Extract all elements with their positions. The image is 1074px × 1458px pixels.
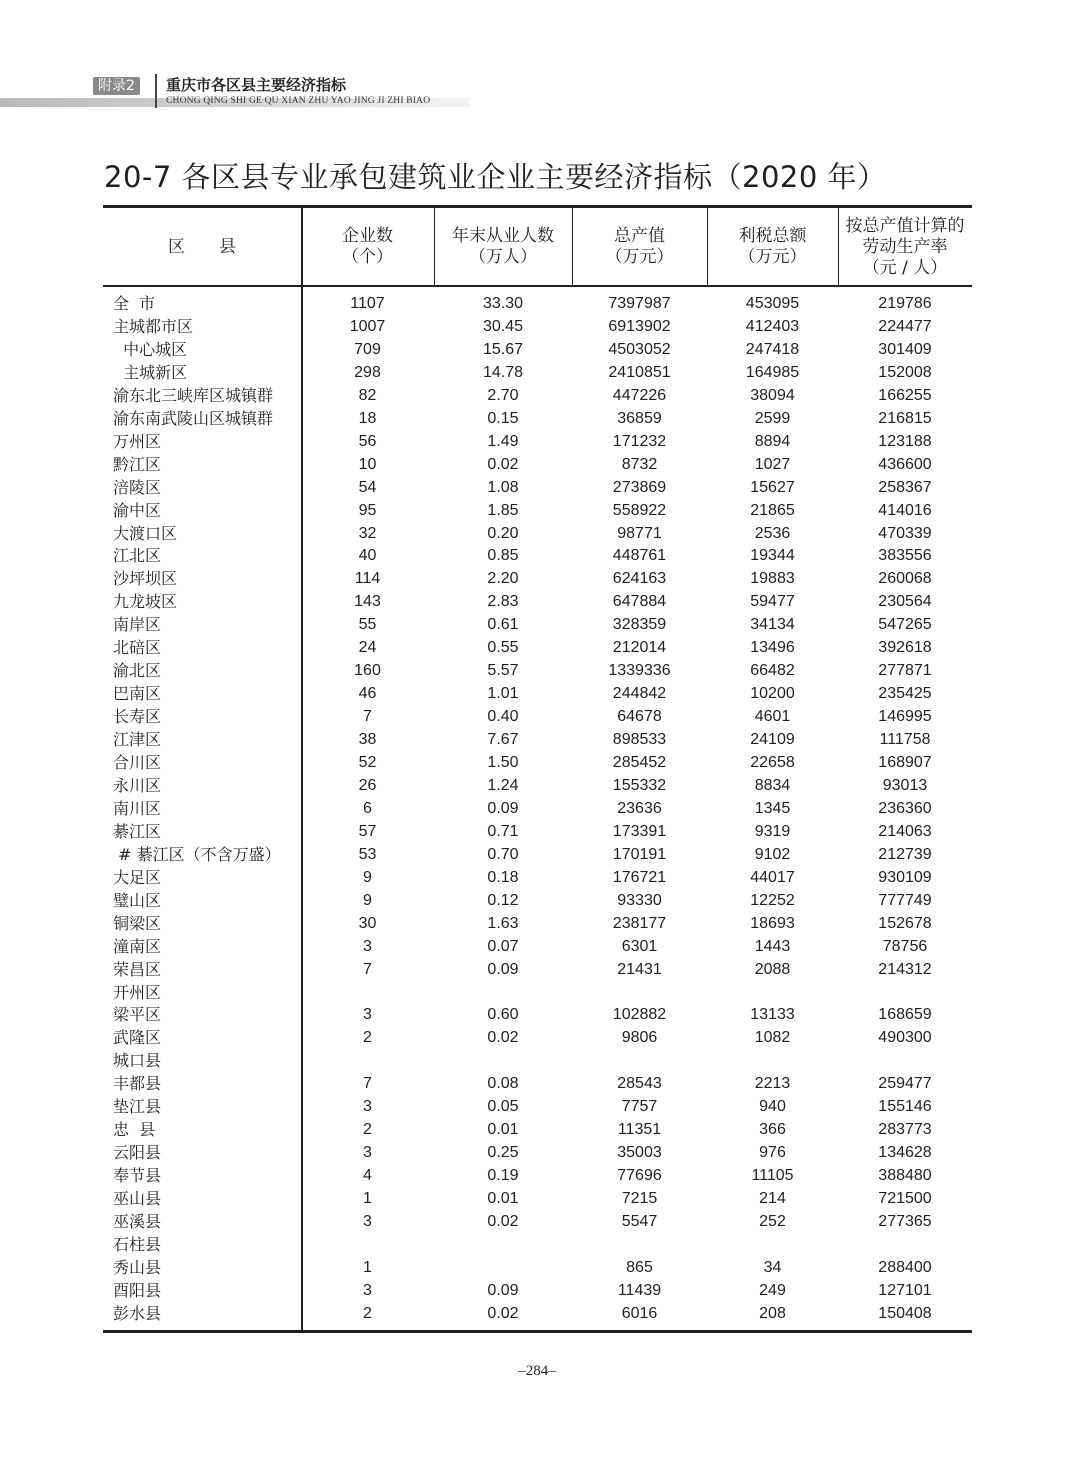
cell-output: 173391 xyxy=(612,823,667,840)
cell-enterprises: 57 xyxy=(358,823,377,840)
cell-enterprises: 1 xyxy=(363,1190,372,1207)
row-name: 石柱县 xyxy=(113,1235,162,1254)
cell-output: 176721 xyxy=(612,869,667,886)
cell-productivity: 547265 xyxy=(878,616,932,633)
cell-employees: 0.70 xyxy=(487,846,519,863)
cell-enterprises: 56 xyxy=(358,433,377,450)
cell-employees: 0.18 xyxy=(487,869,519,886)
cell-profit-tax: 214 xyxy=(759,1190,786,1207)
column-header-line: 利税总额 xyxy=(738,226,807,246)
cell-employees: 14.78 xyxy=(482,364,524,381)
cell-profit-tax: 59477 xyxy=(750,593,795,610)
cell-enterprises: 53 xyxy=(358,846,377,863)
cell-output: 4503052 xyxy=(608,341,671,358)
cell-profit-tax: 9102 xyxy=(754,846,791,863)
cell-enterprises: 160 xyxy=(354,662,381,679)
column-header xyxy=(434,208,572,286)
column-header-line: 企业数 xyxy=(342,226,393,246)
cell-employees: 0.09 xyxy=(487,1282,519,1299)
cell-employees: 1.01 xyxy=(487,685,519,702)
row-name: 荣昌区 xyxy=(113,960,162,979)
cell-enterprises: 2 xyxy=(363,1305,372,1322)
row-name: 开州区 xyxy=(113,983,162,1002)
cell-output: 155332 xyxy=(612,777,667,794)
cell-output: 212014 xyxy=(612,639,667,656)
cell-profit-tax: 34 xyxy=(763,1259,782,1276)
cell-employees xyxy=(434,981,572,1004)
cell-profit-tax: 1443 xyxy=(754,938,791,955)
column-header-line: 劳动生产率 xyxy=(862,236,948,257)
cell-enterprises: 114 xyxy=(354,570,381,587)
cell-employees: 15.67 xyxy=(482,341,524,358)
cell-profit-tax xyxy=(707,981,838,1004)
cell-productivity: 146995 xyxy=(878,708,932,725)
cell-output: 7757 xyxy=(621,1098,658,1115)
row-name: 黔江区 xyxy=(113,455,162,474)
row-name: 涪陵区 xyxy=(113,478,162,497)
cell-profit-tax: 249 xyxy=(759,1282,786,1299)
row-name: 全 市 xyxy=(113,294,156,313)
cell-profit-tax: 44017 xyxy=(750,869,795,886)
cell-profit-tax xyxy=(707,1049,838,1072)
cell-profit-tax: 22658 xyxy=(750,754,795,771)
cell-enterprises: 298 xyxy=(354,364,381,381)
row-name: 中心城区 xyxy=(113,340,188,359)
cell-enterprises: 1107 xyxy=(350,295,385,312)
cell-output: 558922 xyxy=(612,502,667,519)
row-name: 彭水县 xyxy=(113,1304,162,1323)
cell-enterprises xyxy=(301,981,434,1004)
cell-output: 447226 xyxy=(612,387,667,404)
row-name: 垫江县 xyxy=(113,1097,162,1116)
cell-enterprises: 54 xyxy=(358,479,377,496)
cell-profit-tax: 453095 xyxy=(745,295,800,312)
cell-profit-tax: 412403 xyxy=(745,318,800,335)
column-header-line: （元 / 人） xyxy=(862,257,948,278)
row-name: 巫山县 xyxy=(113,1189,162,1208)
cell-enterprises: 7 xyxy=(363,961,372,978)
cell-employees: 0.71 xyxy=(487,823,519,840)
cell-profit-tax: 34134 xyxy=(750,616,795,633)
column-header-line: （万人） xyxy=(469,247,537,267)
row-name: 九龙坡区 xyxy=(113,592,178,611)
cell-productivity xyxy=(838,981,972,1004)
cell-employees: 2.83 xyxy=(487,593,519,610)
row-name: 永川区 xyxy=(113,776,162,795)
row-name: 铜梁区 xyxy=(113,914,162,933)
cell-productivity: 388480 xyxy=(878,1167,932,1184)
cell-employees: 0.15 xyxy=(487,410,519,427)
cell-productivity: 392618 xyxy=(878,639,932,656)
cell-output xyxy=(572,981,707,1004)
cell-productivity: 155146 xyxy=(878,1098,932,1115)
cell-productivity: 127101 xyxy=(878,1282,932,1299)
cell-enterprises xyxy=(301,1049,434,1072)
cell-productivity: 235425 xyxy=(878,685,932,702)
cell-output: 171232 xyxy=(612,433,667,450)
cell-employees: 0.08 xyxy=(487,1075,519,1092)
page-number: –284– xyxy=(518,1363,556,1379)
cell-output: 273869 xyxy=(612,479,667,496)
cell-output: 77696 xyxy=(617,1167,662,1184)
cell-productivity: 152678 xyxy=(878,915,932,932)
cell-employees: 1.50 xyxy=(487,754,519,771)
row-name: 长寿区 xyxy=(113,707,162,726)
cell-profit-tax: 19344 xyxy=(750,547,795,564)
cell-productivity: 214312 xyxy=(878,961,932,978)
row-name: 北碚区 xyxy=(113,638,162,657)
cell-productivity: 721500 xyxy=(878,1190,932,1207)
cell-productivity: 277871 xyxy=(878,662,932,679)
cell-employees: 0.02 xyxy=(487,456,519,473)
cell-output: 5547 xyxy=(621,1213,658,1230)
cell-profit-tax: 11105 xyxy=(751,1167,794,1184)
cell-employees xyxy=(434,1049,572,1072)
appendix-label: 附录2 xyxy=(93,77,140,95)
cell-output: 448761 xyxy=(612,547,667,564)
cell-employees: 0.09 xyxy=(487,961,519,978)
column-header xyxy=(707,208,838,286)
cell-enterprises: 7 xyxy=(363,708,372,725)
cell-productivity: 288400 xyxy=(878,1259,932,1276)
cell-productivity: 301409 xyxy=(878,341,932,358)
cell-enterprises: 52 xyxy=(358,754,377,771)
header-divider xyxy=(155,74,157,108)
cell-profit-tax: 247418 xyxy=(745,341,800,358)
cell-enterprises: 6 xyxy=(363,800,372,817)
cell-output: 2410851 xyxy=(608,364,671,381)
cell-profit-tax xyxy=(707,1233,838,1256)
table-bottom-rule xyxy=(103,1330,972,1333)
row-name: 城口县 xyxy=(113,1051,162,1070)
cell-profit-tax: 2536 xyxy=(754,525,791,542)
cell-productivity: 93013 xyxy=(882,777,928,794)
cell-enterprises: 82 xyxy=(358,387,377,404)
cell-employees: 0.20 xyxy=(487,525,519,542)
cell-profit-tax: 976 xyxy=(759,1144,786,1161)
cell-enterprises: 3 xyxy=(363,1144,372,1161)
cell-employees xyxy=(434,1233,572,1256)
cell-enterprises: 55 xyxy=(358,616,377,633)
table-title: 20-7 各区县专业承包建筑业企业主要经济指标（2020 年） xyxy=(104,160,887,194)
cell-output: 11439 xyxy=(617,1282,662,1299)
cell-productivity: 777749 xyxy=(878,892,932,909)
cell-enterprises: 32 xyxy=(358,525,377,542)
cell-profit-tax: 1345 xyxy=(754,800,791,817)
row-name: 万州区 xyxy=(113,432,162,451)
cell-output: 1339336 xyxy=(608,662,671,679)
cell-employees: 0.02 xyxy=(487,1029,519,1046)
column-header-line: （万元） xyxy=(605,247,674,267)
header-title: 重庆市各区县主要经济指标 xyxy=(166,76,347,94)
row-name: 沙坪坝区 xyxy=(113,569,178,588)
cell-output: 170191 xyxy=(612,846,667,863)
cell-output: 898533 xyxy=(612,731,667,748)
cell-enterprises: 46 xyxy=(358,685,377,702)
cell-employees: 0.40 xyxy=(487,708,519,725)
cell-productivity: 224477 xyxy=(878,318,932,335)
cell-enterprises: 2 xyxy=(363,1029,372,1046)
cell-employees: 1.08 xyxy=(487,479,519,496)
cell-employees: 1.63 xyxy=(487,915,519,932)
header-subtitle: CHONG QING SHI GE QU XIAN ZHU YAO JING JI ZHI BIAO xyxy=(166,96,431,106)
cell-output: 8732 xyxy=(621,456,658,473)
cell-employees: 0.02 xyxy=(487,1305,519,1322)
cell-enterprises: 3 xyxy=(363,938,372,955)
cell-productivity: 436600 xyxy=(878,456,932,473)
cell-profit-tax: 15627 xyxy=(750,479,795,496)
cell-employees: 0.05 xyxy=(487,1098,519,1115)
cell-profit-tax: 252 xyxy=(759,1213,786,1230)
cell-enterprises: 3 xyxy=(363,1006,372,1023)
cell-employees: 0.09 xyxy=(487,800,519,817)
cell-output: 624163 xyxy=(612,570,667,587)
cell-output: 9806 xyxy=(621,1029,658,1046)
cell-enterprises: 3 xyxy=(363,1213,372,1230)
column-header xyxy=(103,208,301,286)
cell-enterprises: 1007 xyxy=(349,318,386,335)
cell-productivity: 277365 xyxy=(878,1213,932,1230)
cell-profit-tax: 9319 xyxy=(754,823,791,840)
cell-employees: 0.19 xyxy=(487,1167,519,1184)
cell-productivity: 214063 xyxy=(878,823,932,840)
cell-enterprises: 7 xyxy=(363,1075,372,1092)
cell-employees: 1.85 xyxy=(487,502,519,519)
cell-employees: 0.07 xyxy=(487,938,519,955)
row-name: 渝东北三峡库区城镇群 xyxy=(113,386,274,405)
cell-profit-tax: 1027 xyxy=(754,456,791,473)
row-name: 忠 县 xyxy=(113,1120,156,1139)
cell-enterprises: 95 xyxy=(358,502,377,519)
cell-profit-tax: 19883 xyxy=(750,570,795,587)
row-name: 江津区 xyxy=(113,730,162,749)
cell-productivity xyxy=(838,1233,972,1256)
row-name: 渝北区 xyxy=(113,661,162,680)
cell-employees: 1.49 xyxy=(487,433,519,450)
cell-output: 244842 xyxy=(612,685,667,702)
cell-employees: 0.02 xyxy=(487,1213,519,1230)
cell-profit-tax: 24109 xyxy=(750,731,795,748)
cell-productivity: 150408 xyxy=(878,1305,932,1322)
cell-enterprises: 709 xyxy=(354,341,381,358)
cell-profit-tax: 366 xyxy=(759,1121,786,1138)
cell-output: 28543 xyxy=(617,1075,662,1092)
cell-enterprises: 24 xyxy=(358,639,377,656)
cell-employees: 5.57 xyxy=(487,662,519,679)
cell-output: 36859 xyxy=(617,410,662,427)
cell-enterprises: 3 xyxy=(363,1098,372,1115)
cell-profit-tax: 13496 xyxy=(750,639,795,656)
cell-output: 6301 xyxy=(621,938,658,955)
row-name: 奉节县 xyxy=(113,1166,162,1185)
cell-output: 35003 xyxy=(617,1144,662,1161)
cell-employees: 2.20 xyxy=(487,570,519,587)
cell-productivity: 134628 xyxy=(878,1144,932,1161)
cell-profit-tax: 4601 xyxy=(754,708,791,725)
row-name: 大足区 xyxy=(113,868,162,887)
cell-profit-tax: 10200 xyxy=(750,685,795,702)
row-name: 巫溪县 xyxy=(113,1212,162,1231)
row-name: 丰都县 xyxy=(113,1074,162,1093)
cell-productivity: 212739 xyxy=(878,846,932,863)
cell-productivity: 168907 xyxy=(878,754,932,771)
cell-profit-tax: 38094 xyxy=(750,387,795,404)
cell-output: 285452 xyxy=(612,754,667,771)
cell-profit-tax: 66482 xyxy=(750,662,795,679)
row-name: 主城都市区 xyxy=(113,317,194,336)
cell-profit-tax: 12252 xyxy=(750,892,795,909)
cell-productivity: 111758 xyxy=(879,731,931,748)
cell-profit-tax: 164985 xyxy=(745,364,800,381)
cell-output: 7397987 xyxy=(608,295,671,312)
cell-employees: 30.45 xyxy=(482,318,524,335)
row-name: 渝东南武陵山区城镇群 xyxy=(113,409,274,428)
cell-productivity: 230564 xyxy=(878,593,932,610)
cell-productivity: 152008 xyxy=(878,364,932,381)
cell-enterprises: 18 xyxy=(358,410,377,427)
cell-enterprises: 143 xyxy=(354,593,381,610)
cell-enterprises: 3 xyxy=(363,1282,372,1299)
cell-output: 64678 xyxy=(617,708,662,725)
cell-output: 93330 xyxy=(617,892,662,909)
cell-profit-tax: 2088 xyxy=(754,961,791,978)
cell-profit-tax: 21865 xyxy=(750,502,795,519)
cell-output: 11351 xyxy=(617,1121,662,1138)
cell-output: 238177 xyxy=(612,915,667,932)
cell-profit-tax: 13133 xyxy=(750,1006,795,1023)
column-header-line: （个） xyxy=(342,247,393,267)
cell-enterprises: 9 xyxy=(363,892,372,909)
cell-productivity: 166255 xyxy=(878,387,932,404)
cell-productivity: 383556 xyxy=(878,547,932,564)
cell-productivity: 123188 xyxy=(878,433,932,450)
row-name: 秀山县 xyxy=(113,1258,162,1277)
cell-enterprises: 9 xyxy=(363,869,372,886)
cell-employees: 0.12 xyxy=(487,892,519,909)
cell-employees xyxy=(434,1256,572,1279)
cell-output: 6016 xyxy=(621,1305,658,1322)
cell-output: 7215 xyxy=(621,1190,658,1207)
row-name: 酉阳县 xyxy=(113,1281,162,1300)
column-header-line: 按总产值计算的 xyxy=(845,215,965,236)
cell-employees: 0.01 xyxy=(487,1121,519,1138)
row-name: 合川区 xyxy=(113,753,162,772)
row-name: 江北区 xyxy=(113,546,162,565)
cell-employees: 0.85 xyxy=(487,547,519,564)
cell-enterprises: 10 xyxy=(358,456,377,473)
column-header-line: 区 县 xyxy=(168,236,236,257)
column-header-line: （万元） xyxy=(738,247,807,267)
row-name: 武隆区 xyxy=(113,1028,162,1047)
cell-productivity: 283773 xyxy=(878,1121,932,1138)
cell-employees: 0.61 xyxy=(487,616,519,633)
cell-productivity: 414016 xyxy=(878,502,932,519)
cell-employees: 0.60 xyxy=(487,1006,519,1023)
cell-profit-tax: 8894 xyxy=(754,433,791,450)
column-header xyxy=(301,208,434,286)
cell-enterprises: 2 xyxy=(363,1121,372,1138)
cell-enterprises: 1 xyxy=(363,1259,372,1276)
cell-employees: 7.67 xyxy=(487,731,519,748)
cell-productivity: 930109 xyxy=(878,869,932,886)
row-name: 渝中区 xyxy=(113,501,162,520)
cell-productivity: 219786 xyxy=(878,295,932,312)
cell-profit-tax: 1082 xyxy=(754,1029,791,1046)
cell-profit-tax: 208 xyxy=(759,1305,786,1322)
cell-productivity xyxy=(838,1049,972,1072)
cell-employees: 33.30 xyxy=(482,295,524,312)
cell-profit-tax: 2213 xyxy=(754,1075,791,1092)
cell-productivity: 258367 xyxy=(878,479,932,496)
cell-profit-tax: 18693 xyxy=(750,915,795,932)
column-header-line: 总产值 xyxy=(614,226,665,246)
cell-output: 6913902 xyxy=(608,318,671,335)
cell-productivity: 236360 xyxy=(878,800,932,817)
cell-output: 865 xyxy=(626,1259,653,1276)
column-header-line: 年末从业人数 xyxy=(452,226,554,246)
cell-employees: 0.01 xyxy=(487,1190,519,1207)
cell-productivity: 470339 xyxy=(878,525,932,542)
column-header xyxy=(838,208,972,286)
cell-employees: 0.25 xyxy=(487,1144,519,1161)
cell-enterprises: 4 xyxy=(363,1167,372,1184)
row-name: 璧山区 xyxy=(113,891,162,910)
cell-output xyxy=(572,1049,707,1072)
cell-productivity: 168659 xyxy=(878,1006,932,1023)
cell-productivity: 216815 xyxy=(878,410,932,427)
row-name: # 綦江区（不含万盛） xyxy=(113,845,281,864)
cell-productivity: 260068 xyxy=(878,570,932,587)
cell-output: 647884 xyxy=(612,593,667,610)
row-name: 潼南区 xyxy=(113,937,162,956)
cell-output: 328359 xyxy=(612,616,667,633)
cell-profit-tax: 8834 xyxy=(754,777,791,794)
cell-profit-tax: 2599 xyxy=(754,410,791,427)
cell-enterprises: 26 xyxy=(358,777,377,794)
row-name: 綦江区 xyxy=(113,822,162,841)
cell-enterprises xyxy=(301,1233,434,1256)
row-name: 巴南区 xyxy=(113,684,162,703)
cell-employees: 0.55 xyxy=(487,639,519,656)
cell-productivity: 490300 xyxy=(878,1029,932,1046)
cell-enterprises: 30 xyxy=(358,915,377,932)
row-name: 南川区 xyxy=(113,799,162,818)
cell-output: 21431 xyxy=(617,961,662,978)
column-header xyxy=(572,208,707,286)
cell-employees: 1.24 xyxy=(487,777,519,794)
cell-employees: 2.70 xyxy=(487,387,519,404)
row-name: 主城新区 xyxy=(113,363,188,382)
cell-output: 102882 xyxy=(612,1006,667,1023)
row-name: 云阳县 xyxy=(113,1143,162,1162)
cell-productivity: 78756 xyxy=(882,938,928,955)
cell-output: 98771 xyxy=(617,525,662,542)
cell-enterprises: 38 xyxy=(358,731,377,748)
cell-productivity: 259477 xyxy=(878,1075,932,1092)
cell-profit-tax: 940 xyxy=(759,1098,786,1115)
cell-enterprises: 40 xyxy=(358,547,377,564)
cell-output xyxy=(572,1233,707,1256)
row-name: 大渡口区 xyxy=(113,524,178,543)
row-name: 南岸区 xyxy=(113,615,162,634)
row-name: 梁平区 xyxy=(113,1005,162,1024)
cell-output: 23636 xyxy=(617,800,662,817)
